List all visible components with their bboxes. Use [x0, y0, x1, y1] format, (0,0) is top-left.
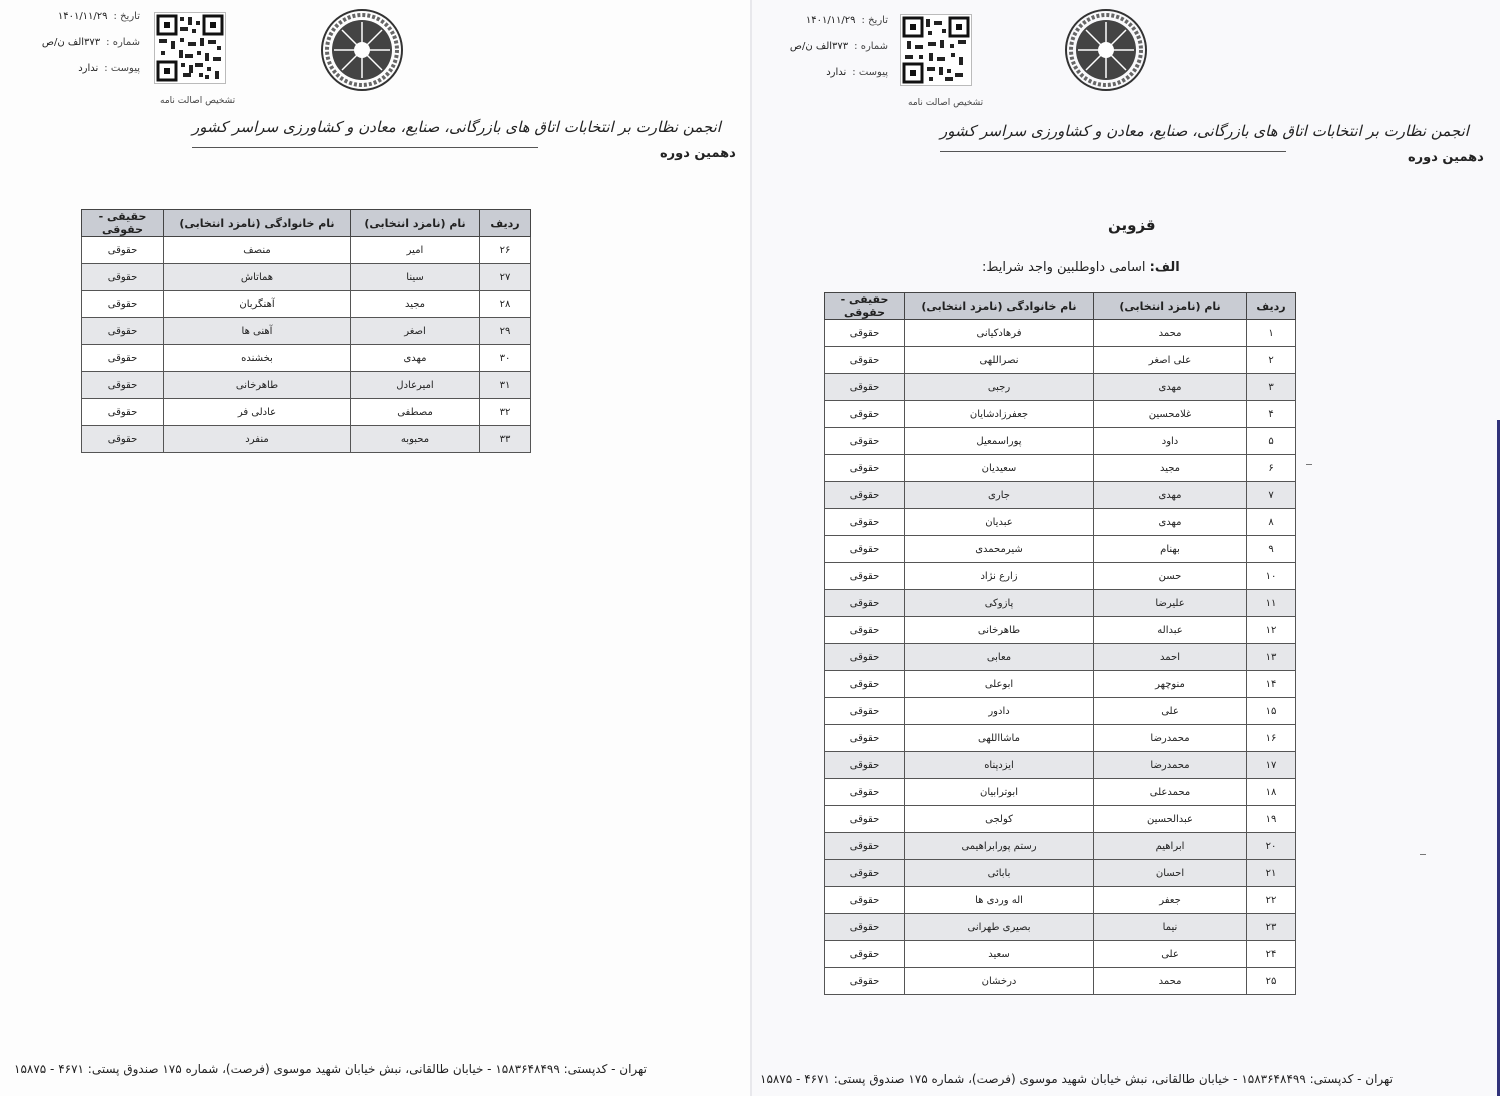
cell-first-name: علیرضا — [1094, 590, 1247, 617]
table-row — [825, 941, 1296, 968]
cell-first-name: مهدی — [1094, 374, 1247, 401]
date-label: تاریخ : — [113, 11, 140, 22]
table-header-row — [825, 293, 1296, 320]
cell-row-number: ۳۰ — [480, 345, 531, 372]
cell-entity-type: حقوقی — [82, 291, 164, 318]
cell-last-name: رجبی — [905, 374, 1094, 401]
header-divider — [940, 151, 1286, 152]
cell-first-name: حسن — [1094, 563, 1247, 590]
cell-first-name: نیما — [1094, 914, 1247, 941]
cell-entity-type: حقوقی — [825, 941, 905, 968]
cell-entity-type: حقوقی — [825, 401, 905, 428]
cell-entity-type: حقوقی — [825, 347, 905, 374]
cell-entity-type: حقوقی — [825, 671, 905, 698]
cell-row-number: ۲۴ — [1247, 941, 1296, 968]
cell-first-name: محمد — [1094, 968, 1247, 995]
cell-entity-type: حقوقی — [825, 617, 905, 644]
table-row — [825, 806, 1296, 833]
table-row — [82, 291, 531, 318]
cell-row-number: ۳۲ — [480, 399, 531, 426]
cell-entity-type: حقوقی — [82, 426, 164, 453]
number-label: شماره : — [854, 41, 888, 52]
table-row — [825, 590, 1296, 617]
cell-last-name: درخشان — [905, 968, 1094, 995]
cell-last-name: طاهرخانی — [905, 617, 1094, 644]
cell-entity-type: حقوقی — [825, 752, 905, 779]
cell-row-number: ۳۱ — [480, 372, 531, 399]
col-header-row-number: ردیف — [480, 210, 531, 237]
cell-entity-type: حقوقی — [825, 779, 905, 806]
cell-first-name: اصغر — [351, 318, 480, 345]
table-row — [825, 968, 1296, 995]
date-value: ۱۴۰۱/۱۱/۲۹ — [805, 15, 856, 26]
chamber-logo-icon — [320, 8, 404, 92]
section-prefix: الف: — [1149, 260, 1180, 275]
col-header-first-name: نام (نامزد انتخابی) — [1094, 293, 1247, 320]
cell-entity-type: حقوقی — [825, 590, 905, 617]
table-row — [82, 399, 531, 426]
cell-row-number: ۱ — [1247, 320, 1296, 347]
cell-first-name: عبدالحسین — [1094, 806, 1247, 833]
cell-row-number: ۲۰ — [1247, 833, 1296, 860]
cell-entity-type: حقوقی — [82, 318, 164, 345]
table-row — [825, 779, 1296, 806]
col-header-row-number: ردیف — [1247, 293, 1296, 320]
cell-first-name: محمدعلی — [1094, 779, 1247, 806]
table-row — [825, 455, 1296, 482]
cell-last-name: آهنگربان — [164, 291, 351, 318]
period-label: دهمین دوره — [660, 146, 736, 161]
cell-last-name: بابائی — [905, 860, 1094, 887]
cell-last-name: دادور — [905, 698, 1094, 725]
cell-row-number: ۲۹ — [480, 318, 531, 345]
cell-entity-type: حقوقی — [825, 968, 905, 995]
letter-meta — [30, 4, 140, 82]
cell-last-name: پازوکی — [905, 590, 1094, 617]
footer-address: تهران - کدپستی: ۱۵۸۳۶۴۸۴۹۹ - خیابان طالقانی، نبش خیابان شهید موسوی (فرصت)، شماره ۱۷۵ صندوق پستی: ۴۶۷۱ - ۱۵۸۷۵ — [14, 1062, 647, 1076]
section-title: اسامی داوطلبین واجد شرایط: — [982, 260, 1146, 275]
cell-first-name: مجید — [1094, 455, 1247, 482]
table-row — [825, 617, 1296, 644]
table-row — [825, 914, 1296, 941]
cell-last-name: زارع نژاد — [905, 563, 1094, 590]
cell-last-name: بصیری طهرانی — [905, 914, 1094, 941]
cell-entity-type: حقوقی — [82, 372, 164, 399]
organization-name: انجمن نظارت بر انتخابات اتاق های بازرگانی، صنایع، معادن و کشاورزی سراسر کشور — [192, 118, 721, 136]
cell-row-number: ۸ — [1247, 509, 1296, 536]
table-row — [825, 509, 1296, 536]
cell-last-name: عبدیان — [905, 509, 1094, 536]
cell-first-name: سینا — [351, 264, 480, 291]
cell-row-number: ۲۶ — [480, 237, 531, 264]
cell-first-name: علی — [1094, 698, 1247, 725]
cell-first-name: داود — [1094, 428, 1247, 455]
cell-first-name: مصطفی — [351, 399, 480, 426]
cell-entity-type: حقوقی — [825, 374, 905, 401]
cell-last-name: عادلی فر — [164, 399, 351, 426]
table-row — [825, 860, 1296, 887]
cell-entity-type: حقوقی — [82, 264, 164, 291]
cell-first-name: مهدی — [1094, 482, 1247, 509]
cell-row-number: ۱۶ — [1247, 725, 1296, 752]
cell-first-name: احسان — [1094, 860, 1247, 887]
cell-first-name: امیر — [351, 237, 480, 264]
chamber-logo-icon — [1064, 8, 1148, 92]
table-row — [825, 482, 1296, 509]
cell-last-name: پوراسمعیل — [905, 428, 1094, 455]
table-row — [825, 644, 1296, 671]
cell-first-name: مهدی — [351, 345, 480, 372]
date-value: ۱۴۰۱/۱۱/۲۹ — [57, 11, 108, 22]
cell-row-number: ۱۳ — [1247, 644, 1296, 671]
table-row — [825, 374, 1296, 401]
attachment-label: پیوست : — [852, 67, 888, 78]
table-body — [825, 320, 1296, 995]
cell-entity-type: حقوقی — [825, 482, 905, 509]
cell-entity-type: حقوقی — [825, 644, 905, 671]
col-header-last-name: نام خانوادگی (نامزد انتخابی) — [905, 293, 1094, 320]
cell-last-name: سعید — [905, 941, 1094, 968]
cell-last-name: طاهرخانی — [164, 372, 351, 399]
cell-row-number: ۴ — [1247, 401, 1296, 428]
cell-row-number: ۱۱ — [1247, 590, 1296, 617]
cell-row-number: ۲۵ — [1247, 968, 1296, 995]
footer-address: تهران - کدپستی: ۱۵۸۳۶۴۸۴۹۹ - خیابان طالقانی، نبش خیابان شهید موسوی (فرصت)، شماره ۱۷۵ صندوق پستی: ۴۶۷۱ - ۱۵۸۷۵ — [760, 1072, 1393, 1086]
number-value: ۳۷۳الف ن/ص — [41, 37, 101, 48]
cell-first-name: محمد — [1094, 320, 1247, 347]
cell-row-number: ۱۸ — [1247, 779, 1296, 806]
table-row — [825, 428, 1296, 455]
cell-entity-type: حقوقی — [825, 428, 905, 455]
cell-last-name: ابوعلی — [905, 671, 1094, 698]
cell-row-number: ۲۱ — [1247, 860, 1296, 887]
cell-last-name: معابی — [905, 644, 1094, 671]
cell-entity-type: حقوقی — [825, 320, 905, 347]
cell-last-name: جاری — [905, 482, 1094, 509]
table-row — [82, 426, 531, 453]
cell-entity-type: حقوقی — [825, 887, 905, 914]
cell-entity-type: حقوقی — [82, 237, 164, 264]
col-header-entity-type: حقیقی - حقوقی — [825, 293, 905, 320]
right-page — [752, 0, 1500, 1096]
cell-row-number: ۲۸ — [480, 291, 531, 318]
table-row — [825, 563, 1296, 590]
cell-last-name: هماتاش — [164, 264, 351, 291]
section-heading — [982, 260, 1180, 275]
cell-row-number: ۲۷ — [480, 264, 531, 291]
table-row — [82, 345, 531, 372]
cell-first-name: علی اصغر — [1094, 347, 1247, 374]
cell-last-name: ایزدپناه — [905, 752, 1094, 779]
period-label: دهمین دوره — [1408, 150, 1484, 165]
cell-first-name: ابراهیم — [1094, 833, 1247, 860]
cell-first-name: عبداله — [1094, 617, 1247, 644]
cell-row-number: ۲۳ — [1247, 914, 1296, 941]
letter-meta — [778, 8, 888, 86]
cell-entity-type: حقوقی — [82, 399, 164, 426]
cell-first-name: علی — [1094, 941, 1247, 968]
cell-row-number: ۱۴ — [1247, 671, 1296, 698]
table-row — [825, 833, 1296, 860]
margin-mark — [1306, 464, 1312, 471]
cell-last-name: رستم پورابراهیمی — [905, 833, 1094, 860]
cell-last-name: منفرد — [164, 426, 351, 453]
cell-row-number: ۵ — [1247, 428, 1296, 455]
date-label: تاریخ : — [861, 15, 888, 26]
cell-last-name: بخشنده — [164, 345, 351, 372]
cell-entity-type: حقوقی — [82, 345, 164, 372]
cell-row-number: ۹ — [1247, 536, 1296, 563]
number-label: شماره : — [106, 37, 140, 48]
table-row — [825, 401, 1296, 428]
cell-row-number: ۳ — [1247, 374, 1296, 401]
cell-row-number: ۱۵ — [1247, 698, 1296, 725]
cell-entity-type: حقوقی — [825, 563, 905, 590]
cell-first-name: امیرعادل — [351, 372, 480, 399]
table-body — [82, 237, 531, 453]
cell-first-name: غلامحسین — [1094, 401, 1247, 428]
table-row — [825, 671, 1296, 698]
cell-row-number: ۱۹ — [1247, 806, 1296, 833]
cell-row-number: ۱۷ — [1247, 752, 1296, 779]
qr-caption: تشخیص اصالت نامه — [160, 96, 236, 106]
table-row — [825, 320, 1296, 347]
cell-last-name: اله وردی ها — [905, 887, 1094, 914]
table-header-row — [82, 210, 531, 237]
cell-last-name: منصف — [164, 237, 351, 264]
attachment-value: ندارد — [826, 67, 847, 78]
cell-entity-type: حقوقی — [825, 509, 905, 536]
cell-row-number: ۱۲ — [1247, 617, 1296, 644]
attachment-value: ندارد — [78, 63, 99, 74]
table-row — [825, 698, 1296, 725]
qr-code-icon — [154, 12, 226, 84]
number-value: ۳۷۳الف ن/ص — [789, 41, 849, 52]
organization-name: انجمن نظارت بر انتخابات اتاق های بازرگانی، صنایع، معادن و کشاورزی سراسر کشور — [940, 122, 1469, 140]
table-row — [82, 372, 531, 399]
candidates-table — [824, 292, 1296, 995]
col-header-last-name: نام خانوادگی (نامزد انتخابی) — [164, 210, 351, 237]
cell-last-name: کولجی — [905, 806, 1094, 833]
cell-last-name: نصراللهی — [905, 347, 1094, 374]
cell-entity-type: حقوقی — [825, 725, 905, 752]
cell-entity-type: حقوقی — [825, 860, 905, 887]
margin-mark — [1420, 854, 1426, 861]
attachment-label: پیوست : — [104, 63, 140, 74]
cell-first-name: محمدرضا — [1094, 725, 1247, 752]
table-row — [825, 725, 1296, 752]
province-title: قزوین — [1108, 216, 1156, 234]
cell-row-number: ۷ — [1247, 482, 1296, 509]
cell-first-name: مجید — [351, 291, 480, 318]
cell-row-number: ۲۲ — [1247, 887, 1296, 914]
cell-first-name: منوچهر — [1094, 671, 1247, 698]
col-header-first-name: نام (نامزد انتخابی) — [351, 210, 480, 237]
col-header-entity-type: حقیقی - حقوقی — [82, 210, 164, 237]
header-divider — [192, 147, 538, 148]
qr-code-icon — [900, 14, 972, 86]
cell-last-name: جعفرزادشایان — [905, 401, 1094, 428]
cell-entity-type: حقوقی — [825, 455, 905, 482]
cell-entity-type: حقوقی — [825, 806, 905, 833]
table-row — [82, 237, 531, 264]
cell-row-number: ۶ — [1247, 455, 1296, 482]
cell-first-name: جعفر — [1094, 887, 1247, 914]
cell-first-name: مهدی — [1094, 509, 1247, 536]
table-row — [82, 264, 531, 291]
table-row — [825, 347, 1296, 374]
cell-first-name: بهنام — [1094, 536, 1247, 563]
cell-last-name: ماشااللهی — [905, 725, 1094, 752]
cell-entity-type: حقوقی — [825, 698, 905, 725]
cell-row-number: ۲ — [1247, 347, 1296, 374]
cell-entity-type: حقوقی — [825, 914, 905, 941]
cell-last-name: شیرمحمدی — [905, 536, 1094, 563]
cell-entity-type: حقوقی — [825, 833, 905, 860]
cell-last-name: سعیدیان — [905, 455, 1094, 482]
table-row — [825, 536, 1296, 563]
table-row — [825, 752, 1296, 779]
cell-first-name: احمد — [1094, 644, 1247, 671]
cell-first-name: محمدرضا — [1094, 752, 1247, 779]
table-row — [82, 318, 531, 345]
cell-first-name: محبوبه — [351, 426, 480, 453]
cell-last-name: ابوترابیان — [905, 779, 1094, 806]
candidates-table — [81, 209, 531, 453]
cell-row-number: ۳۳ — [480, 426, 531, 453]
table-row — [825, 887, 1296, 914]
cell-entity-type: حقوقی — [825, 536, 905, 563]
cell-last-name: فرهادکیانی — [905, 320, 1094, 347]
qr-caption: تشخیص اصالت نامه — [908, 98, 984, 108]
cell-last-name: آهنی ها — [164, 318, 351, 345]
cell-row-number: ۱۰ — [1247, 563, 1296, 590]
